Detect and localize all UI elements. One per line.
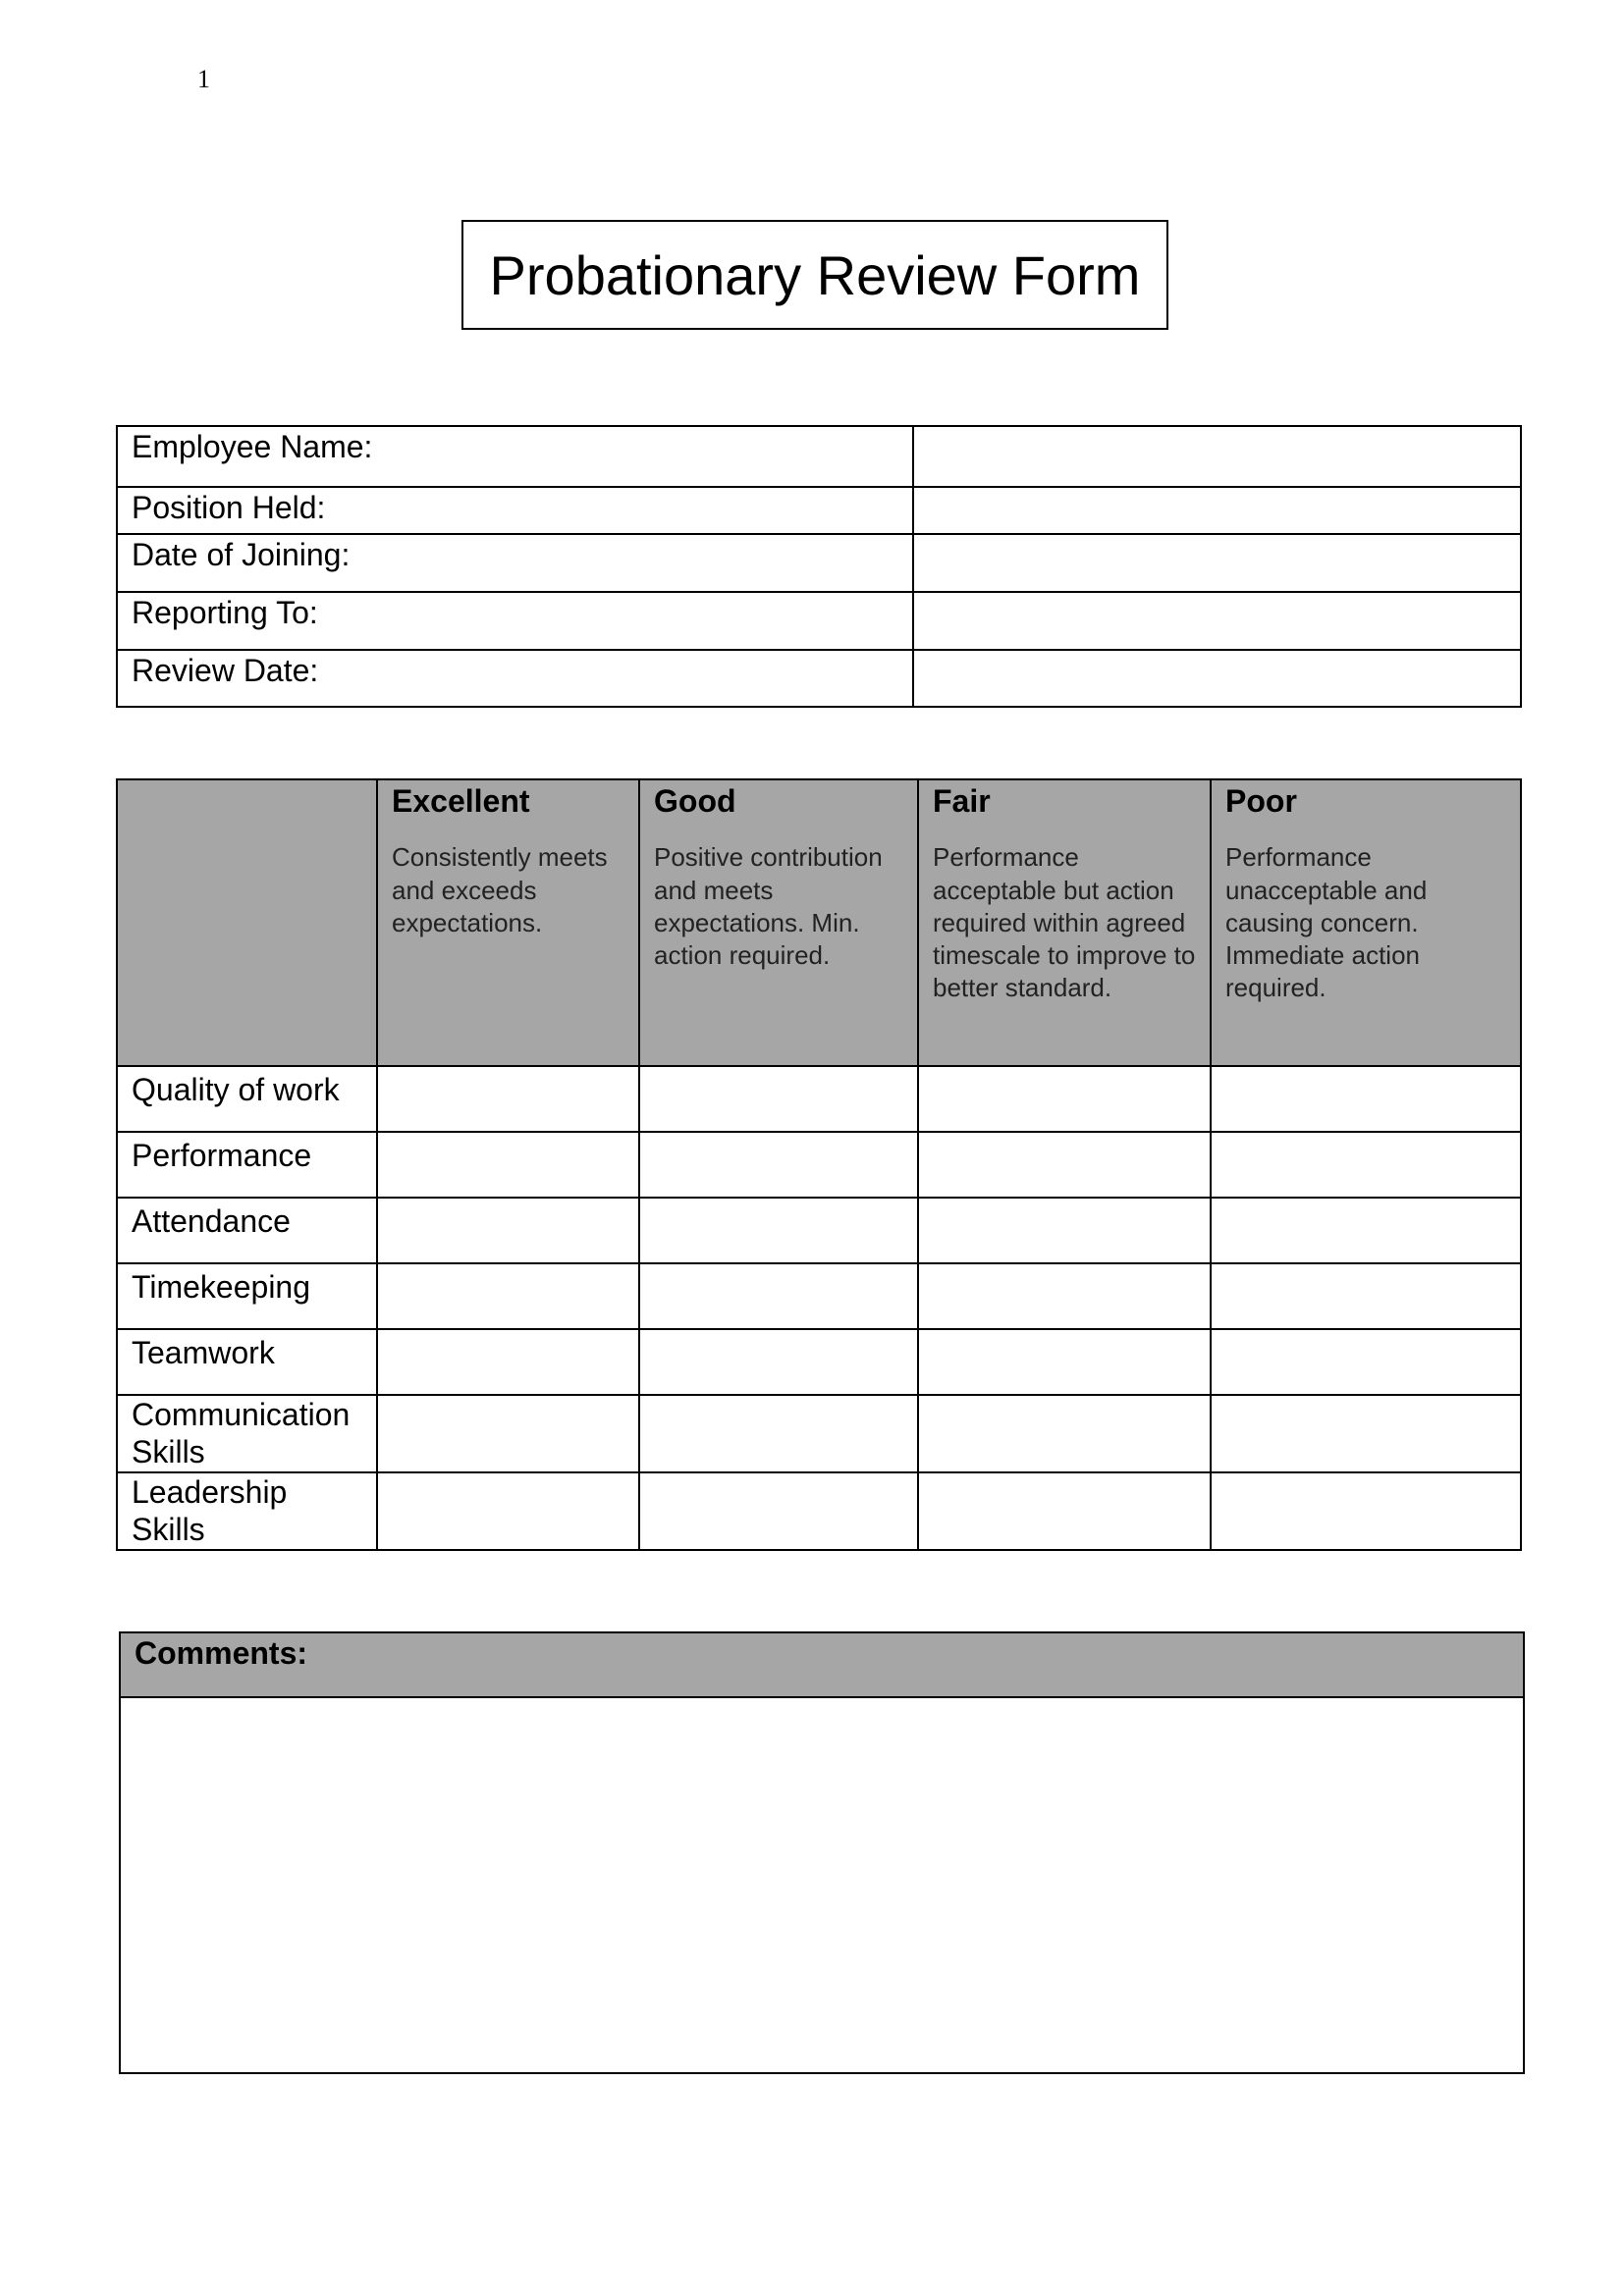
review-date-field[interactable] [913, 650, 1521, 707]
rating-cell-poor[interactable] [1211, 1263, 1521, 1329]
rating-cell-fair[interactable] [918, 1263, 1211, 1329]
criterion-row-timekeeping [117, 1263, 1521, 1329]
details-row-position-held [117, 487, 1521, 534]
date-of-joining-label: Date of Joining: [117, 534, 913, 592]
rating-cell-fair[interactable] [918, 1066, 1211, 1132]
rating-title: Poor [1225, 783, 1297, 819]
date-of-joining-field[interactable] [913, 534, 1521, 592]
criterion-label: Communication Skills [117, 1395, 377, 1472]
criterion-label: Timekeeping [117, 1263, 377, 1329]
employee-name-label: Employee Name: [117, 426, 913, 487]
rating-cell-fair[interactable] [918, 1395, 1211, 1472]
rating-cell-good[interactable] [639, 1263, 918, 1329]
rating-cell-poor[interactable] [1211, 1472, 1521, 1550]
rating-cell-excellent[interactable] [377, 1263, 639, 1329]
rating-cell-excellent[interactable] [377, 1132, 639, 1198]
rating-cell-excellent[interactable] [377, 1472, 639, 1550]
ratings-header-blank [117, 779, 377, 1066]
criterion-row-quality-of-work [117, 1066, 1521, 1132]
details-row-employee-name [117, 426, 1521, 487]
comments-field[interactable] [120, 1697, 1524, 2073]
comments-label: Comments: [120, 1632, 1524, 1697]
rating-cell-good[interactable] [639, 1066, 918, 1132]
criterion-label: Performance [117, 1132, 377, 1198]
rating-cell-fair[interactable] [918, 1132, 1211, 1198]
form-title [461, 220, 1168, 330]
rating-cell-good[interactable] [639, 1329, 918, 1395]
rating-title: Good [654, 783, 736, 819]
criterion-row-attendance [117, 1198, 1521, 1263]
employee-name-field[interactable] [913, 426, 1521, 487]
rating-header-good [639, 779, 918, 1066]
rating-cell-fair[interactable] [918, 1472, 1211, 1550]
review-date-label: Review Date: [117, 650, 913, 707]
rating-cell-poor[interactable] [1211, 1198, 1521, 1263]
rating-cell-good[interactable] [639, 1395, 918, 1472]
criterion-label: Quality of work [117, 1066, 377, 1132]
rating-cell-fair[interactable] [918, 1198, 1211, 1263]
form-title-text: Probationary Review Form [489, 243, 1141, 306]
position-held-field[interactable] [913, 487, 1521, 534]
employee-details-table [116, 425, 1522, 708]
rating-title: Excellent [392, 783, 530, 819]
rating-cell-excellent[interactable] [377, 1066, 639, 1132]
rating-header-excellent [377, 779, 639, 1066]
rating-description: Performance unacceptable and causing concern. Immediate action required. [1225, 842, 1428, 1003]
ratings-table [116, 778, 1522, 1551]
rating-header-poor [1211, 779, 1521, 1066]
rating-cell-good[interactable] [639, 1132, 918, 1198]
rating-cell-good[interactable] [639, 1198, 918, 1263]
reporting-to-label: Reporting To: [117, 592, 913, 650]
rating-cell-poor[interactable] [1211, 1066, 1521, 1132]
criterion-label: Teamwork [117, 1329, 377, 1395]
reporting-to-field[interactable] [913, 592, 1521, 650]
rating-cell-poor[interactable] [1211, 1132, 1521, 1198]
position-held-label: Position Held: [117, 487, 913, 534]
rating-cell-fair[interactable] [918, 1329, 1211, 1395]
criterion-row-performance [117, 1132, 1521, 1198]
comments-body-row [120, 1697, 1524, 2073]
details-row-reporting-to [117, 592, 1521, 650]
details-row-review-date [117, 650, 1521, 707]
criterion-row-teamwork [117, 1329, 1521, 1395]
rating-description: Performance acceptable but action required within agreed timescale to improve to better standard. [933, 842, 1196, 1003]
comments-table [119, 1631, 1525, 2074]
criterion-label: Attendance [117, 1198, 377, 1263]
rating-description: Positive contribution and meets expectations. Min. action required. [654, 842, 883, 971]
criterion-row-leadership-skills [117, 1472, 1521, 1550]
criterion-label: Leadership Skills [117, 1472, 377, 1550]
rating-title: Fair [933, 783, 991, 819]
criterion-row-communication-skills [117, 1395, 1521, 1472]
comments-header-row [120, 1632, 1524, 1697]
details-row-date-of-joining [117, 534, 1521, 592]
rating-description: Consistently meets and exceeds expectations. [392, 842, 608, 937]
rating-cell-poor[interactable] [1211, 1329, 1521, 1395]
page-number: 1 [197, 65, 210, 93]
rating-header-fair [918, 779, 1211, 1066]
rating-cell-poor[interactable] [1211, 1395, 1521, 1472]
rating-cell-good[interactable] [639, 1472, 918, 1550]
rating-cell-excellent[interactable] [377, 1198, 639, 1263]
ratings-header-row [117, 779, 1521, 1066]
rating-cell-excellent[interactable] [377, 1329, 639, 1395]
rating-cell-excellent[interactable] [377, 1395, 639, 1472]
